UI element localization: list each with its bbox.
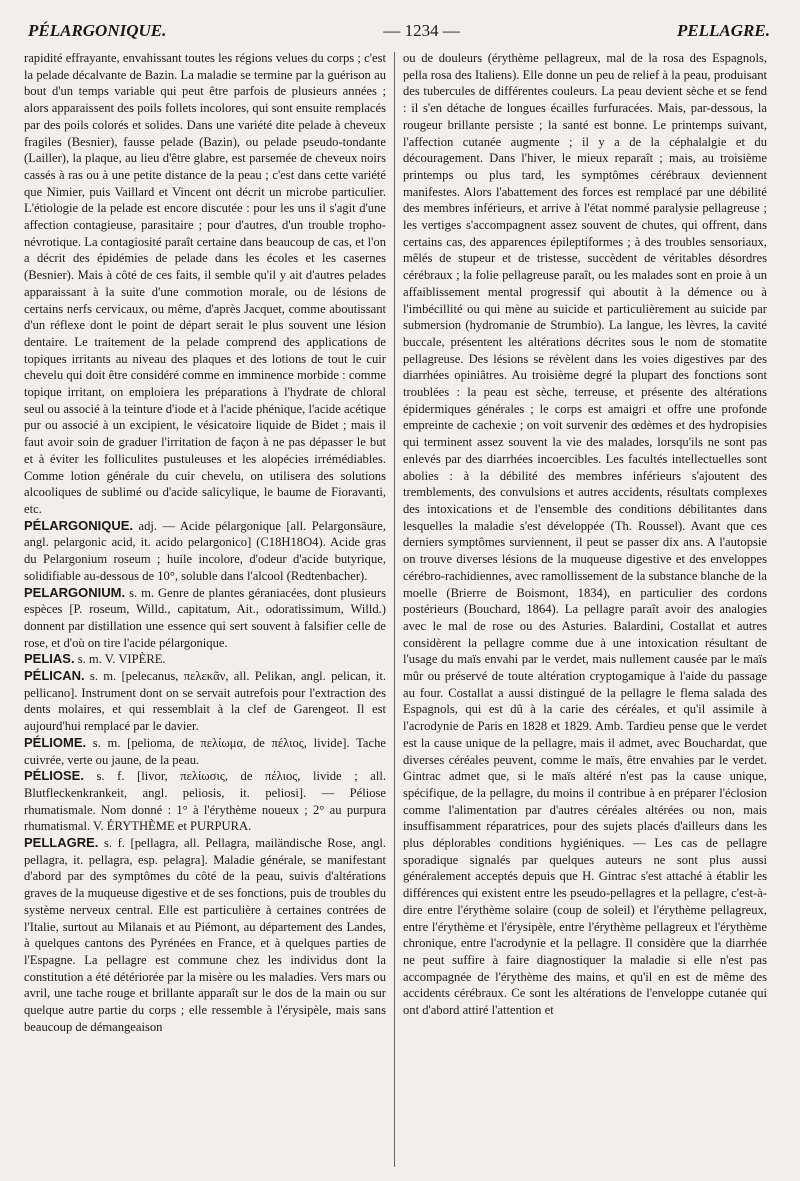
- entry-headword: PÉLARGONIQUE.: [24, 517, 134, 533]
- page-number: — 1234 —: [383, 21, 460, 40]
- left-column: [24, 50, 386, 1171]
- dictionary-entry: [24, 651, 386, 668]
- dictionary-entry: [24, 835, 386, 1035]
- entry-headword: PÉLIOSE.: [24, 768, 84, 784]
- entry-headword: PELIAS.: [24, 651, 75, 667]
- dictionary-entry: [24, 768, 386, 835]
- entry-headword: PELLAGRE.: [24, 835, 99, 851]
- paragraph: ou de douleurs (érythème pellagreux, mal de la rosa des Espagnols, pella rosa des Italiens). Elle donne un peu de relief à la peau, produisant des tubercules de différentes couleurs. La peau devient sèche et se fend : il s'en détache de longues écailles furfuracées. Mais, par-dessous, la rougeur brillante persiste ; la santé est bonne. Le printemps suivant, l'affection cutanée augmente ; il y a de la céphalalgie et du découragement. Dans l'hiver, le mieux reparaît ; mais, au troisième printemps ou plus tard, les symptômes cérébraux deviennent manifestes. Alors l'abattement des forces est remplacé par une débilité des membres inférieurs, et arrive à l'état nommé paralysie pellagreuse ; les vertiges s'accompagnent assez souvent de chutes, qui offrent, dans certains cas, des apparences épileptiformes ; à des troubles sensoriaux, mêlés de stupeur et de tristesse, succèdent de véritables désordres cérébraux ; la folie pellagreuse paraît, ou les malades sont en proie à un affaiblissement mental progressif qui aboutit à la démence ou à l'imbécillité ou qui mène au suicide et particulièrement au suicide par submersion (hydromanie de Strumbio). La langue, les lèvres, la cavité buccale, présentent les altérations décrites sous le nom de stomatite pellagreuse. Des lésions se révèlent dans les voies digestives par des diarrhées opiniâtres. Au troisième degré la plupart des fonctions sont troublées : la peau est sèche, terreuse, et présente des altérations épidermiques générales ; le corps est amaigri et offre une profonde empreinte de cachexie ; on voit survenir des œdèmes et des hydropisies qui terminent assez souvent la vie des malades, lorsqu'ils ne sont pas enlevés par des diarrhées incoercibles. Les facultés intellectuelles sont abolies : à la débilité des membres inférieurs s'ajoutent des tremblements, des convulsions et autres accidents, résultats complexes des intoxications et de l'ensemble des conditions débilitantes dans lesquelles la maladie s'est développée (Th. Roussel). Avant que ces derniers symptômes surviennent, il peut se passer dix ans. A l'autopsie on trouve diverses lésions de la muqueuse digestive et des enveloppes cérébro-rachidiennes, avec ramollissement de la substance blanche de la moelle (Brierre de Boismont, 1834), en particulier des cordons postérieurs (Bouchard, 1864). La pellagre paraît avoir des analogies avec le mal de rose ou des Asturies. Balardini, Costallat et autres considèrent la pellagre comme due à une intoxication résultant de l'usage du maïs envahi par le verdet, mais nullement causée par le maïs mûr ou préservé de toute altération cryptogamique à l'aide du passage au four. Costallat a aussi distingué de la pellagre le flema salada des Espagnols, qui est dû à la carie des céréales, et qu'il assimile à l'acrodynie de Paris en 1828 et 1829. Amb. Tardieu pense que le verdet est la cause unique de la pellagre, mais il admet, avec Bouchardat, que diverses céréales peuvent, comme le maïs, être envahies par le verdet. Gintrac admet que, si le maïs altéré n'est pas la cause unique, spécifique, de la pellagre, du moins il contribue à en préparer l'éclosion comme l'alimentation par d'autres céréales altérées ou non, mais insuffisamment réparatrices, pour des sujets placés d'ailleurs dans les plus déplorables conditions hygiéniques. — Les cas de pellagre sporadique signalés par quelques auteurs ne sont plus aussi généralement acceptés depuis que H. Gintrac s'est attaché à établir les différences qui existent entre les pseudo-pellagres et la pellagre, c'est-à-dire entre l'érythème solaire (coup de soleil) et l'érythème pellagreux, entre l'érythème et l'érysipèle, entre l'érythème pellagreux et l'érythème chronique, entre l'acrodynie et la pellagre. Il considère que la diarrhée ne peut suffire à faire diagnostiquer la maladie si elle n'est pas accompagnée de l'érythème des mains, et qu'il en est de même des accidents cérébraux. Ce sont les altérations de l'enveloppe cutanée qui ont d'abord attiré l'attention et: [403, 51, 767, 1018]
- entry-body: s. m. V. VIPÈRE.: [74, 652, 166, 667]
- entry-body: s. m. [pelecanus, πελεκᾶν, all. Pelikan, angl. pelican, it. pellicano]. Instrument dont on se servait autrefois pour l'extraction des dents molaires, et qui ressemblait à la clef de Garengeot. Il est aujourd'hui remplacé par le davier.: [24, 669, 386, 734]
- dictionary-entry: [24, 668, 386, 735]
- entry-body: s. f. [livor, πελίωσις, de πέλιος, livide ; all. Blutfleckenkrankeit, angl. peliosis, it. peliosi]. — Péliose rhumatismale. Nom donné : 1° à l'érythème noueux ; 2° au purpura rhumatismal. V. ÉRYTHÈME et PURPURA.: [24, 769, 386, 834]
- entry-body: s. m. Genre de plantes géraniacées, dont plusieurs espèces [P. roseum, Willd., capitatum, Ait., odoratissimum, Willd.) donnent par distillation une essence qui sert souvent à falsifier celle de rose, et d'où on tire l'acide pélargonique.: [24, 585, 386, 650]
- page-header: [28, 14, 770, 48]
- entry-body: adj. — Acide pélargonique [all. Pelargonsäure, angl. pelargonic acid, it. acido pelargonico] (C18H18O4). Acide gras du Pelargonium roseum ; huile incolore, d'odeur d'acide butyrique, solidifiable au-dessous de 10°, soluble dans l'alcool (Redtenbacher).: [24, 518, 386, 583]
- column-divider: [394, 52, 395, 1167]
- dictionary-entry: [24, 585, 386, 652]
- header-left-headword: PÉLARGONIQUE.: [28, 21, 167, 40]
- header-right-headword: PELLAGRE.: [676, 21, 770, 40]
- entry-headword: PÉLIOME.: [24, 734, 87, 750]
- dictionary-entry: [24, 735, 386, 768]
- right-column: [403, 50, 767, 1171]
- entry-headword: PÉLICAN.: [24, 668, 85, 684]
- entry-body: s. f. [pellagra, all. Pellagra, mailändische Rose, angl. pellagra, it. pellagra, esp. pelagra]. Maladie générale, se manifestant d'abord par des symptômes du côté de la peau, suivis d'altérations graves de la muqueuse digestive et de ses fonctions, puis de troubles du système nerveux central. Elle est particulière à certaines contrées de l'Italie, surtout au Milanais et au Piémont, au département des Landes, à quelques cantons des Pyrénées en France, et à quelques parties de l'Espagne. La pellagre est commune chez les individus dont la constitution a été détériorée par la misère ou les maladies. Vers mars ou avril, une tache rouge et brillante apparaît sur le dos de la main ou sur quelque autre partie du corps ; elle ressemble à l'érysipèle, mais sans beaucoup de démangeaison: [24, 836, 386, 1034]
- paragraph: rapidité effrayante, envahissant toutes les régions velues du corps ; c'est la pelade décalvante de Bazin. La maladie se termine par la guérison au bout d'un temps variable qui peut être parfois de plusieurs années ; alors apparaissent des poils follets incolores, qui sont ensuite remplacés par des poils colorés et solides. Dans une variété dite pelade à cheveux fragiles (Besnier), fausse pelade (Bazin), ou pelade pseudo-tondante (Lailler), la plaque, au lieu d'être glabre, est parsemée de cheveux noirs cassés à ras ou à une petite distance de la peau ; c'est dans cette variété que Nimier, puis Vaillard et Vincent ont décrit un microbe particulier. L'étiologie de la pelade est encore discutée : pour les uns il s'agit d'une affection contagieuse, parasitaire ; pour d'autres, d'un trouble tropho-névrotique. La contagiosité paraît certaine dans beaucoup de cas, et l'on a décrit des épidémies de pelade dans les écoles et les casernes (Besnier). Mais à côté de ces faits, il semble qu'il y ait d'autres pelades apparaissant à la suite d'une commotion morale, ou de lésions de certains nerfs cervicaux, ou même, d'après Jacquet, comme aboutissant d'un réflexe dont le point de départ serait le plus souvent une lésion dentaire. Le traitement de la pelade comprend des applications de topiques irritants au niveau des plaques et des lotions de tout le cuir chevelu qui doit être considéré comme en imminence morbide : comme topique irritant, on emploiera les préparations à l'hydrate de chloral seul ou associé à la teinture d'iode et à l'acide phénique, l'acide acétique pur ou associé à un excipient, le vésicatoire liquide de Bidet ; mais il faut avoir soin de graduer l'irritation de façon à ne pas dépasser le but et à éviter les folliculites pustuleuses et les alopécies irrémédiables. Comme lotion générale du cuir chevelu, on utilisera des solutions alcooliques de sublimé ou d'acide salicylique, le baume de Fioravanti, etc.: [24, 51, 386, 516]
- dictionary-entry: [24, 518, 386, 585]
- entry-body: s. m. [pelioma, de πελίωμα, de πέλιος, livide]. Tache cuivrée, verte ou jaune, de la peau.: [24, 735, 386, 767]
- entry-headword: PELARGONIUM.: [24, 584, 126, 600]
